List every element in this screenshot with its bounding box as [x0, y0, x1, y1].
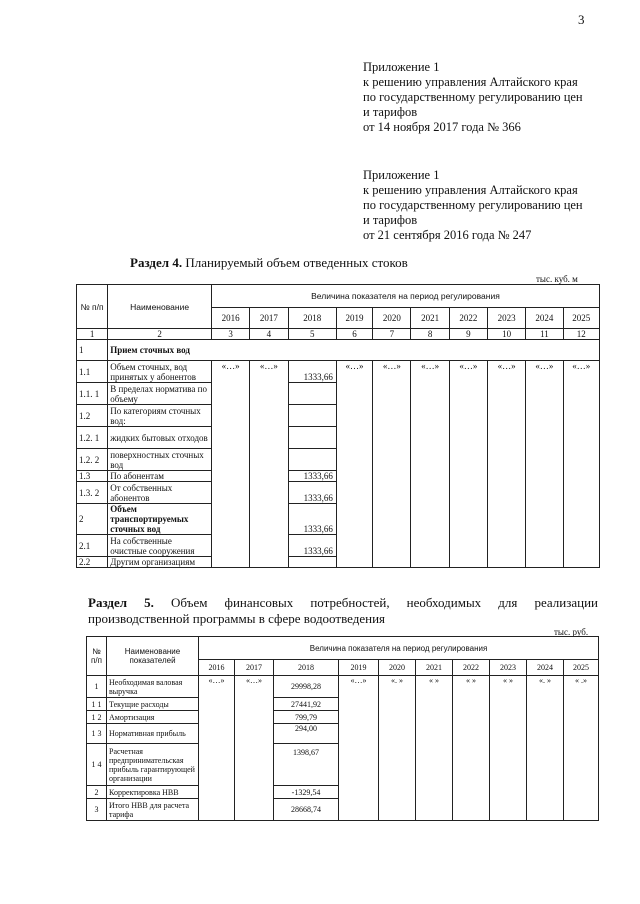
- year-header: 2021: [416, 660, 453, 676]
- row-num: 1.3: [77, 471, 108, 482]
- value-cell: -1329,54: [274, 786, 339, 799]
- value-cell: 27441,92: [274, 698, 339, 711]
- placeholder-mark: « »: [453, 676, 490, 698]
- section5-label: Раздел 5.: [88, 595, 154, 610]
- appendix-line: к решению управления Алтайского края: [363, 183, 578, 197]
- row-num: 1.3. 2: [77, 482, 108, 504]
- row-num: 1.1. 1: [77, 383, 108, 405]
- appendix-line: Приложение 1: [363, 168, 440, 182]
- year-header: 2023: [488, 308, 526, 329]
- appendix-header-new: [363, 60, 583, 135]
- header-name: Наименование показателей: [107, 637, 199, 676]
- section4-unit: тыс. куб. м: [536, 274, 578, 284]
- year-header: 2022: [453, 660, 490, 676]
- header-period: Величина показателя на период регулирования: [199, 637, 599, 660]
- appendix-line: Приложение 1: [363, 60, 440, 74]
- placeholder-mark: « »: [490, 676, 527, 698]
- row-name: поверхностных сточных вод: [108, 449, 212, 471]
- placeholder-mark: «…»: [411, 361, 449, 383]
- appendix-line: и тарифов: [363, 105, 418, 119]
- year-header: 2016: [211, 308, 249, 329]
- year-header: 2023: [490, 660, 527, 676]
- header-num: № п/п: [87, 637, 107, 676]
- placeholder-mark: « »: [416, 676, 453, 698]
- year-header: 2019: [336, 308, 372, 329]
- value-cell: 1398,67: [274, 744, 339, 786]
- year-header: 2024: [526, 308, 563, 329]
- row-name: Расчетная предпринимательская прибыль гарантирующей организации: [107, 744, 199, 786]
- placeholder-mark: «…»: [199, 676, 235, 698]
- value-cell: 799,79: [274, 711, 339, 724]
- year-header: 2019: [339, 660, 379, 676]
- row-name: Объем транспортируемых сточных вод: [108, 504, 212, 535]
- row-name: Необходимая валовая выручка: [107, 676, 199, 698]
- row-num: 1: [87, 676, 107, 698]
- value-cell: 28668,74: [274, 799, 339, 821]
- row-num: 1.2. 1: [77, 427, 108, 449]
- placeholder-mark: «…»: [211, 361, 249, 383]
- col-number: 4: [250, 329, 288, 340]
- year-header: 2020: [379, 660, 416, 676]
- row-num: 2.2: [77, 557, 108, 568]
- placeholder-mark: «…»: [449, 361, 487, 383]
- col-number: 10: [488, 329, 526, 340]
- placeholder-mark: «…»: [488, 361, 526, 383]
- section5-table: [86, 636, 599, 821]
- appendix-line: к решению управления Алтайского края: [363, 75, 578, 89]
- col-number: 1: [77, 329, 108, 340]
- year-header: 2018: [274, 660, 339, 676]
- row-name: жидких бытовых отходов: [108, 427, 212, 449]
- placeholder-mark: «…»: [235, 676, 274, 698]
- row-name: Другим организациям: [108, 557, 212, 568]
- row-num: 1.2: [77, 405, 108, 427]
- year-header: 2018: [288, 308, 336, 329]
- year-header: 2025: [563, 308, 599, 329]
- appendix-header-old: [363, 168, 583, 243]
- appendix-line: по государственному регулированию цен: [363, 90, 583, 104]
- header-num: № п/п: [77, 285, 108, 329]
- row-num: 1 3: [87, 724, 107, 744]
- year-header: 2016: [199, 660, 235, 676]
- col-number: 6: [336, 329, 372, 340]
- row-num: 1 4: [87, 744, 107, 786]
- col-number: 3: [211, 329, 249, 340]
- row-name: Объем сточных, вод принятых у абонентов: [108, 361, 212, 383]
- placeholder-mark: «…»: [339, 676, 379, 698]
- appendix-line: и тарифов: [363, 213, 418, 227]
- year-header: 2017: [235, 660, 274, 676]
- value-cell: 1333,66: [288, 504, 336, 535]
- value-cell: 29998,28: [274, 676, 339, 698]
- placeholder-mark: « .»: [564, 676, 599, 698]
- value-cell: 1333,66: [288, 361, 336, 383]
- row-name: Прием сточных вод: [108, 340, 600, 361]
- row-name: В пределах норматива по объему: [108, 383, 212, 405]
- placeholder-mark: «…»: [563, 361, 599, 383]
- section5-title: [88, 595, 598, 627]
- row-name: По абонентам: [108, 471, 212, 482]
- row-name: По категориям сточных вод:: [108, 405, 212, 427]
- section4-title: [130, 255, 408, 271]
- row-name: Амортизация: [107, 711, 199, 724]
- col-number: 12: [563, 329, 599, 340]
- row-name: Текущие расходы: [107, 698, 199, 711]
- header-name: Наименование: [108, 285, 212, 329]
- section5-unit: тыс. руб.: [554, 627, 589, 637]
- placeholder-mark: «. »: [379, 676, 416, 698]
- col-number: 5: [288, 329, 336, 340]
- row-num: 1.1: [77, 361, 108, 383]
- row-name: Итого НВВ для расчета тарифа: [107, 799, 199, 821]
- col-number: 8: [411, 329, 449, 340]
- row-num: 3: [87, 799, 107, 821]
- year-header: 2022: [449, 308, 487, 329]
- placeholder-mark: «…»: [250, 361, 288, 383]
- col-number: 7: [373, 329, 411, 340]
- row-num: 1: [77, 340, 108, 361]
- row-num: 2.1: [77, 535, 108, 557]
- page-number: 3: [578, 12, 585, 27]
- appendix-line: от 21 сентября 2016 года № 247: [363, 228, 532, 242]
- appendix-line: от 14 ноября 2017 года № 366: [363, 120, 521, 134]
- year-header: 2020: [373, 308, 411, 329]
- placeholder-mark: «. »: [527, 676, 564, 698]
- row-num: 1 1: [87, 698, 107, 711]
- col-number: 9: [449, 329, 487, 340]
- value-cell: 1333,66: [288, 471, 336, 482]
- value-cell: 1333,66: [288, 482, 336, 504]
- placeholder-mark: «…»: [373, 361, 411, 383]
- placeholder-mark: «…»: [336, 361, 372, 383]
- row-name: На собственные очистные сооружения: [108, 535, 212, 557]
- year-header: 2024: [527, 660, 564, 676]
- year-header: 2017: [250, 308, 288, 329]
- col-number: 2: [108, 329, 212, 340]
- year-header: 2021: [411, 308, 449, 329]
- section4-title-text: Планируемый объем отведенных стоков: [182, 255, 408, 270]
- row-num: 1.2. 2: [77, 449, 108, 471]
- row-name: От собственных абонентов: [108, 482, 212, 504]
- row-name: Корректировка НВВ: [107, 786, 199, 799]
- header-period: Величина показателя на период регулирования: [211, 285, 599, 308]
- row-num: 2: [77, 504, 108, 535]
- placeholder-mark: «…»: [526, 361, 563, 383]
- value-cell: 294,00: [274, 724, 339, 744]
- value-cell: 1333,66: [288, 535, 336, 557]
- section5-title-text: Объем финансовых потребностей, необходимых для реализации производственной программы в сфере водоотведения: [88, 595, 599, 626]
- row-num: 2: [87, 786, 107, 799]
- year-header: 2025: [564, 660, 599, 676]
- appendix-line: по государственному регулированию цен: [363, 198, 583, 212]
- section4-label: Раздел 4.: [130, 255, 183, 270]
- col-number: 11: [526, 329, 563, 340]
- section4-table: [76, 284, 600, 568]
- row-num: 1 2: [87, 711, 107, 724]
- row-name: Нормативная прибыль: [107, 724, 199, 744]
